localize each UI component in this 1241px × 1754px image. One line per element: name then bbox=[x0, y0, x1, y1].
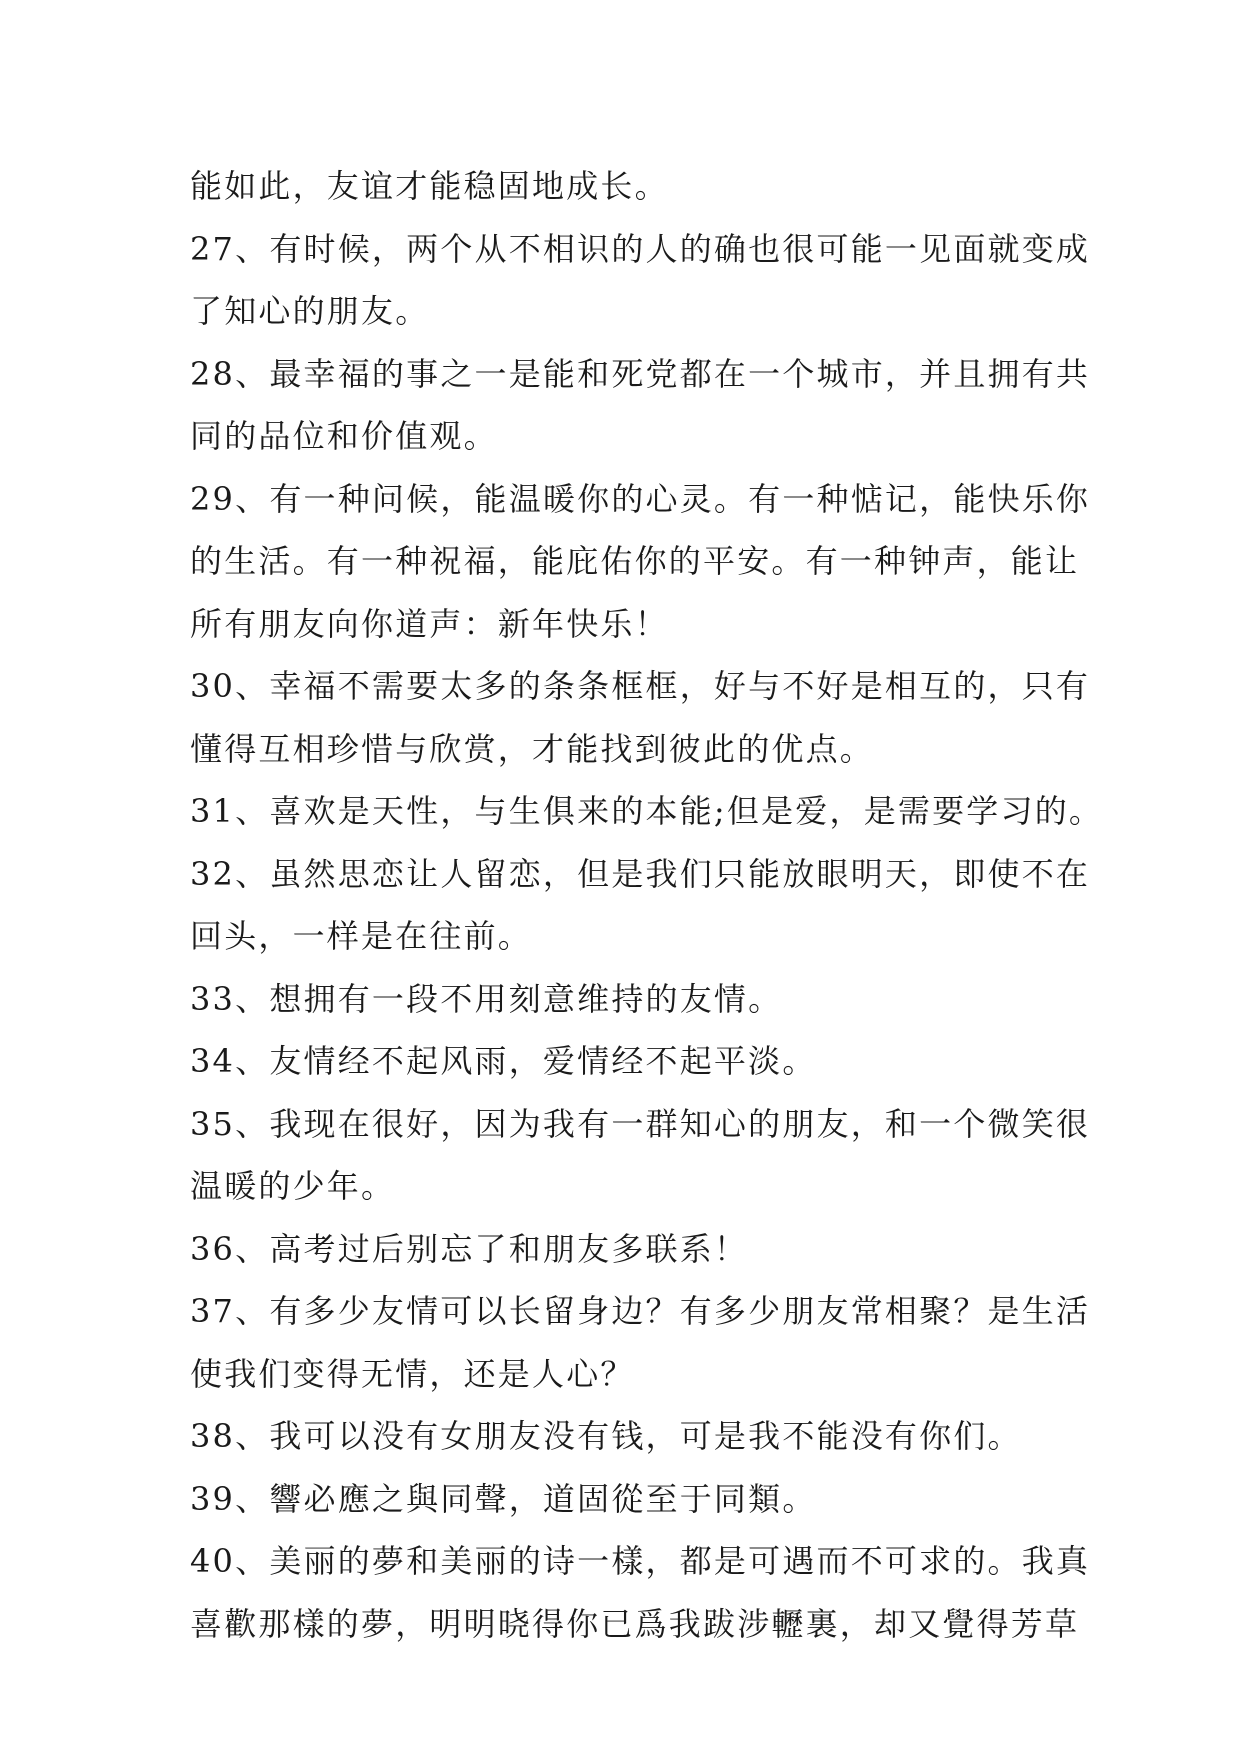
text-line: 温暖的少年。 bbox=[190, 1167, 396, 1205]
text-line: 32、虽然思恋让人留恋，但是我们只能放眼明天，即使不在 bbox=[190, 854, 1091, 893]
text-line: 39、響必應之與同聲，道固從至于同類。 bbox=[190, 1479, 817, 1518]
text-line: 同的品位和价值观。 bbox=[190, 417, 498, 455]
text-line: 30、幸福不需要太多的条条框框，好与不好是相互的，只有 bbox=[190, 667, 1091, 705]
text-line: 40、美丽的夢和美丽的诗一樣，都是可遇而不可求的。我真 bbox=[190, 1542, 1091, 1580]
text-line: 使我们变得无情，还是人心？ bbox=[190, 1354, 635, 1393]
document-body bbox=[190, 155, 1104, 1655]
text-line: 29、有一种问候，能温暖你的心灵。有一种惦记，能快乐你 bbox=[190, 479, 1091, 518]
text-line: 33、想拥有一段不用刻意维持的友情。 bbox=[190, 979, 783, 1018]
text-line: 31、喜欢是天性，与生俱来的本能;但是爱，是需要学习的。 bbox=[190, 792, 1104, 830]
text-line: 所有朋友向你道声：新年快乐！ bbox=[190, 604, 669, 643]
text-line: 的生活。有一种祝福，能庇佑你的平安。有一种钟声，能让 bbox=[190, 542, 1080, 580]
text-line: 37、有多少友情可以长留身边？有多少朋友常相聚？是生活 bbox=[190, 1292, 1091, 1330]
text-line: 喜歡那樣的夢，明明晓得你已爲我跋涉轣裏，却又覺得芳草 bbox=[190, 1604, 1080, 1643]
text-line: 能如此，友谊才能稳固地成长。 bbox=[190, 167, 669, 205]
text-line: 27、有时候，两个从不相识的人的确也很可能一见面就变成 bbox=[190, 229, 1091, 268]
text-line: 35、我现在很好，因为我有一群知心的朋友，和一个微笑很 bbox=[190, 1104, 1091, 1143]
text-line: 懂得互相珍惜与欣赏，才能找到彼此的优点。 bbox=[190, 729, 875, 768]
text-line: 回头，一样是在往前。 bbox=[190, 917, 533, 955]
text-line: 36、高考过后别忘了和朋友多联系！ bbox=[190, 1229, 749, 1268]
text-line: 34、友情经不起风雨，爱情经不起平淡。 bbox=[190, 1042, 817, 1080]
text-line: 28、最幸福的事之一是能和死党都在一个城市，并且拥有共 bbox=[190, 354, 1091, 393]
text-line: 了知心的朋友。 bbox=[190, 292, 430, 330]
text-line: 38、我可以没有女朋友没有钱，可是我不能没有你们。 bbox=[190, 1417, 1022, 1455]
